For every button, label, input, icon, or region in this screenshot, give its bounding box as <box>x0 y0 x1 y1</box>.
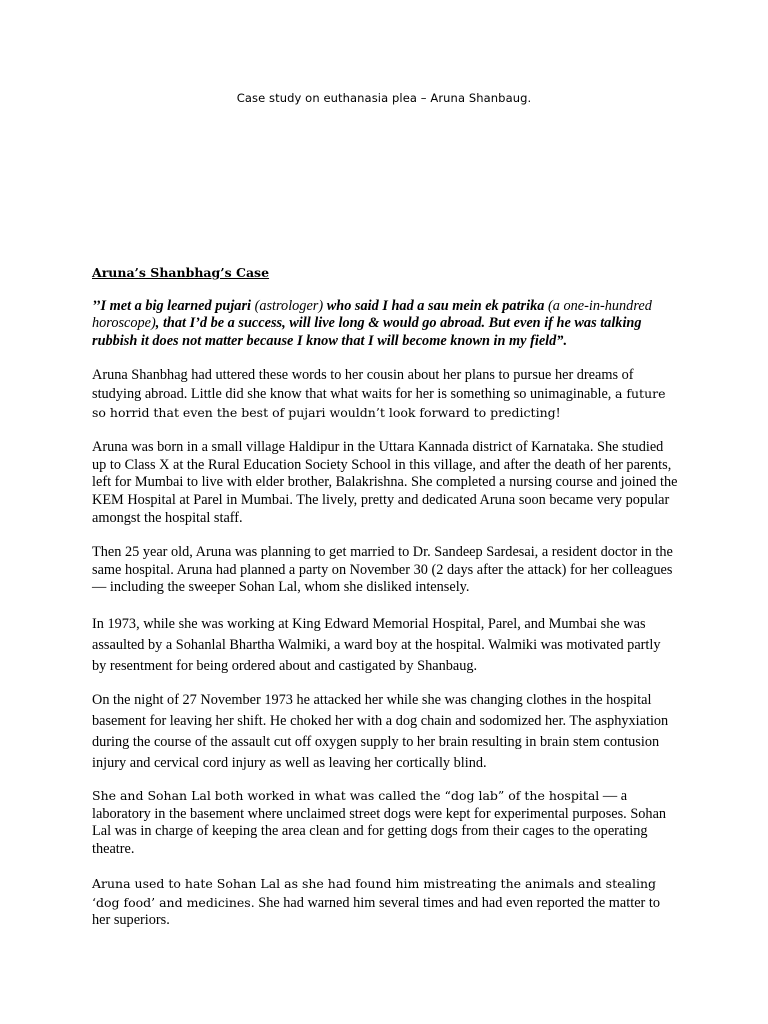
paragraph-7-a: Aruna used to hate Sohan Lal as she had found him mistreating the animals and stealing ‘dog food’ and medicines. <box>92 876 656 910</box>
paragraph-1-a: Aruna Shanbhag had uttered these words to her cousin about her plans to pursue her dreams of studying abroad. Little did she know that what waits for her is something so unimaginable, <box>92 367 634 402</box>
quote-part-4: (a one-in-hundred horoscope) <box>92 297 652 332</box>
paragraph-2: Aruna was born in a small village Haldipur in the Uttara Kannada district of Karnataka. She studied up to Class X at the Rural Education Society School in this village, and after the death of her parents, left for Mumbai to live with elder brother, Balakrishna. She completed a nursing course and joined the KEM Hospital at Parel in Mumbai. The lively, pretty and dedicated Aruna soon became very popular amongst the hospital staff. <box>92 439 678 526</box>
opening-quote <box>92 298 678 351</box>
paragraph-6-a: She and Sohan Lal both worked in what was called the “dog lab” of the hospital <box>92 787 600 803</box>
paragraph-6-b: — a laboratory in the basement where unclaimed street dogs were kept for experimental purposes. Sohan Lal was in charge of keeping the area clean and for getting dogs from their cages to the operating theatre. <box>92 787 667 857</box>
paragraph-5: On the night of 27 November 1973 he attacked her while she was changing clothes in the hospital basement for leaving her shift. He choked her with a dog chain and sodomized her. The asphyxiation during the course of the assault cut off oxygen supply to her brain resulting in brain stem contusion injury and cervical cord injury as well as leaving her cortically blind. <box>92 691 669 771</box>
paragraph-1-b: a future so horrid that even the best of pujari wouldn’t look forward to predicting! <box>92 385 666 420</box>
paragraph-7-b: She had warned him several times and had even reported the matter to her superiors. <box>92 894 661 929</box>
paragraph-3: Then 25 year old, Aruna was planning to get married to Dr. Sandeep Sardesai, a resident doctor in the same hospital. Aruna had planned a party on November 30 (2 days after the attack) for her colleagues — including the sweeper Sohan Lal, whom she disliked intensely. <box>92 544 673 596</box>
document-title: Case study on euthanasia plea – Aruna Shanbaug. <box>236 91 532 105</box>
document-body <box>92 264 678 947</box>
quote-part-2: (astrologer) <box>254 297 324 314</box>
quote-part-3: who said I had a sau mein ek patrika <box>323 297 548 314</box>
quote-part-1: ’’I met a big learned pujari <box>92 297 255 314</box>
section-heading: Aruna’s Shanbhag’s Case <box>92 265 270 280</box>
paragraph-4: In 1973, while she was working at King Edward Memorial Hospital, Parel, and Mumbai she was assaulted by a Sohanlal Bhartha Walmiki, a ward boy at the hospital. Walmiki was motivated partly by resentment for being ordered about and castigated by Shanbaug. <box>92 615 661 674</box>
paragraph-6 <box>92 787 678 858</box>
paragraph-1 <box>92 367 678 422</box>
paragraph-7 <box>92 875 678 930</box>
quote-part-5: , that I’d be a success, will live long & would go abroad. But even if he was talking rubbish it does not matter because I know that I will become known in my field”. <box>92 315 642 349</box>
